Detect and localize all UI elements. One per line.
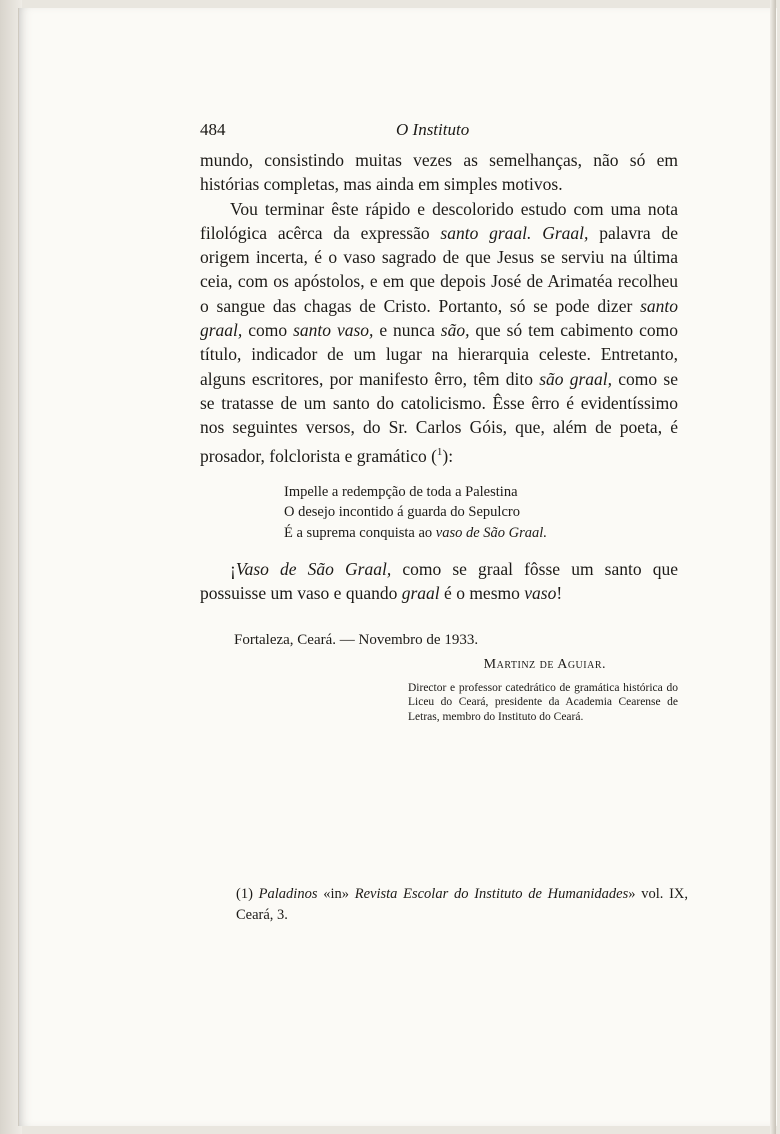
paragraph-1: mundo, consistindo muitas vezes as semelhanças, não só em histórias completas, mas ainda em simples motivos. [200,150,678,195]
italic-run: santo graal. [440,222,532,243]
running-head: O Instituto [396,120,470,139]
footnote [236,884,688,926]
text-run: ! [556,583,563,604]
verse-quote [284,482,678,544]
author-name: Martinz de Aguiar. [483,656,606,672]
closing-paragraph [200,557,678,606]
italic-run: santo graal, [200,295,678,341]
text-run: ): [442,445,454,466]
text-run: e nunca [373,320,441,341]
verse-line-3 [284,523,678,544]
text-run: que só tem cabimento como título, indicador de um lugar na hierarquia celeste. Entretanto, alguns escritores, por manifesto êrro, têm dito [200,320,679,389]
page-content [200,120,678,724]
italic-run: vaso de São Graal. [435,524,547,541]
italic-run: Paladinos [252,886,318,902]
verse-line-2: O desejo incontido á guarda do Sepulcro [284,504,520,521]
italic-run: Vaso de São Graal, [235,559,392,580]
footnote-ref: 1 [436,445,443,458]
italic-run: são graal, [539,368,613,389]
verse-line-1: Impelle a redempção de toda a Palestina [284,483,518,500]
text-run: É a suprema conquista ao [284,524,436,541]
paragraph-2 [200,197,678,468]
text-run: como se se tratasse de um santo do catolicismo. Êsse êrro é evidentíssimo nos seguintes versos, do Sr. Carlos Góis, que, além de poeta, é prosador, folclorista e gramático ( [200,368,678,466]
date-line: Fortaleza, Ceará. — Novembro de 1933. [234,631,479,648]
italic-run: Graal, [542,222,589,243]
text-run [531,223,542,243]
page-right-edge [770,0,776,1134]
page-header [200,120,678,148]
text-run: como [242,320,294,341]
text-run: palavra de origem incerta, é o vaso sagrado de que Jesus se serviu na última ceia, com os apóstolos, e em que depois José de Arimatéa recolheu o sangue das chagas de Cristo. Portanto, só se pode dizer [200,222,678,316]
text-run: «in» [317,886,355,902]
italic-run: são, [440,320,470,341]
body-text [200,148,678,468]
text-run: como se graal fôsse um santo que possuisse um vaso e quando [200,559,679,604]
italic-run: santo vaso, [293,320,374,341]
closing-text [200,557,678,606]
text-run: é o mesmo [439,583,525,604]
text-run: ¡ [230,559,236,580]
page-number: 484 [200,120,226,139]
italic-run: graal [401,583,440,604]
author-description: Director e professor catedrático de gramática histórica do Liceu do Ceará, presidente da Academia Cearense de Letras, membro do Instituto do Ceará. [408,681,678,723]
text-run: » vol. IX, Ceará, 3. [236,886,689,923]
italic-run: Revista Escolar do Instituto de Humanidades [354,886,629,902]
footnote-mark: (1) [236,886,253,902]
italic-run: vaso [524,583,557,604]
text-run: Vou terminar êste rápido e descolorido estudo com uma nota filológica acêrca da expressão [200,198,678,243]
